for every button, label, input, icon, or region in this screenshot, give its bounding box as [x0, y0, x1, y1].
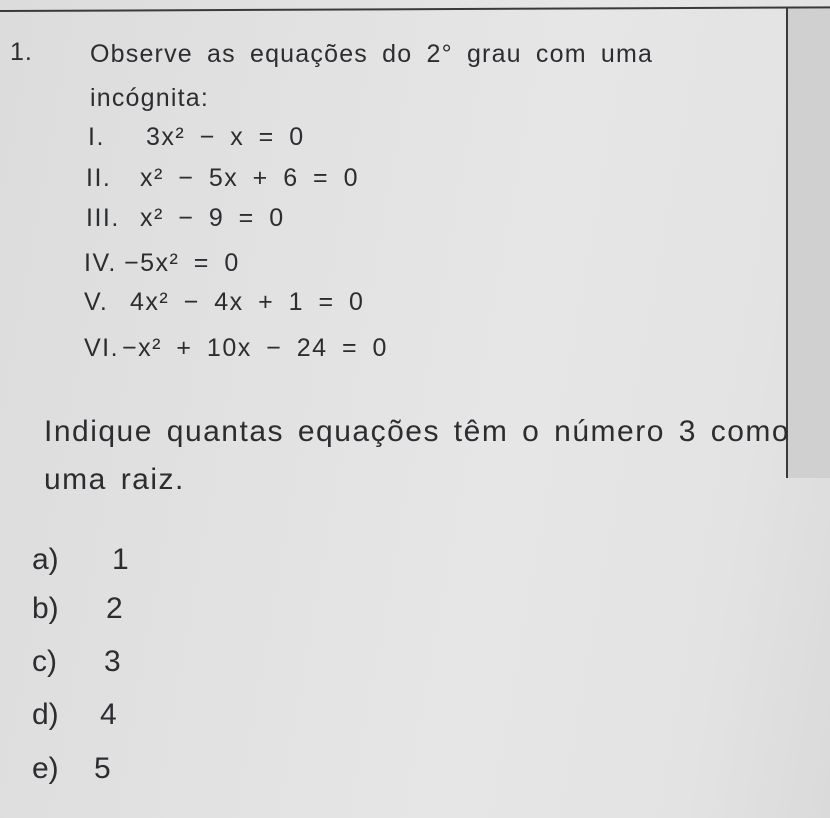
equation-numeral: V.: [84, 288, 109, 316]
equation-numeral: III.: [86, 204, 120, 232]
equation-item: [84, 287, 365, 317]
equation-numeral: I.: [88, 123, 105, 151]
equation-numeral: VI.: [84, 334, 120, 362]
option-letter: c): [32, 645, 57, 678]
equation-expression: x² − 5x + 6 = 0: [140, 164, 360, 192]
answer-option-e[interactable]: [32, 752, 111, 786]
equation-expression: −x² + 10x − 24 = 0: [122, 334, 388, 362]
question-number: 1.: [10, 38, 33, 66]
answer-option-d[interactable]: [32, 698, 117, 732]
question-instruction: Indique quantas equações têm o número 3 como uma raiz.: [44, 415, 791, 496]
equation-expression: x² − 9 = 0: [140, 204, 285, 232]
option-letter: e): [32, 752, 59, 785]
option-letter: b): [32, 592, 59, 625]
equation-numeral: II.: [86, 164, 112, 192]
equation-item: [86, 163, 360, 193]
answer-option-a[interactable]: [32, 543, 129, 577]
equation-item: [84, 248, 240, 278]
option-letter: a): [32, 543, 59, 576]
answer-option-b[interactable]: [32, 592, 123, 626]
answer-option-c[interactable]: [32, 645, 121, 679]
equation-item: [88, 122, 305, 152]
equation-numeral: IV.: [84, 249, 117, 277]
box-border-top: [0, 6, 830, 12]
equation-item: [84, 333, 388, 363]
option-value: 5: [94, 752, 111, 785]
equation-expression: −5x² = 0: [124, 249, 240, 277]
question-stem: Observe as equações do 2° grau com uma incógnita:: [90, 40, 654, 112]
option-value: 3: [104, 645, 121, 678]
option-value: 4: [100, 698, 117, 731]
option-value: 2: [106, 592, 123, 625]
option-value: 1: [112, 543, 129, 576]
equation-expression: 4x² − 4x + 1 = 0: [130, 288, 365, 316]
option-letter: d): [32, 698, 59, 731]
equation-expression: 3x² − x = 0: [146, 123, 305, 151]
equation-item: [86, 203, 285, 233]
